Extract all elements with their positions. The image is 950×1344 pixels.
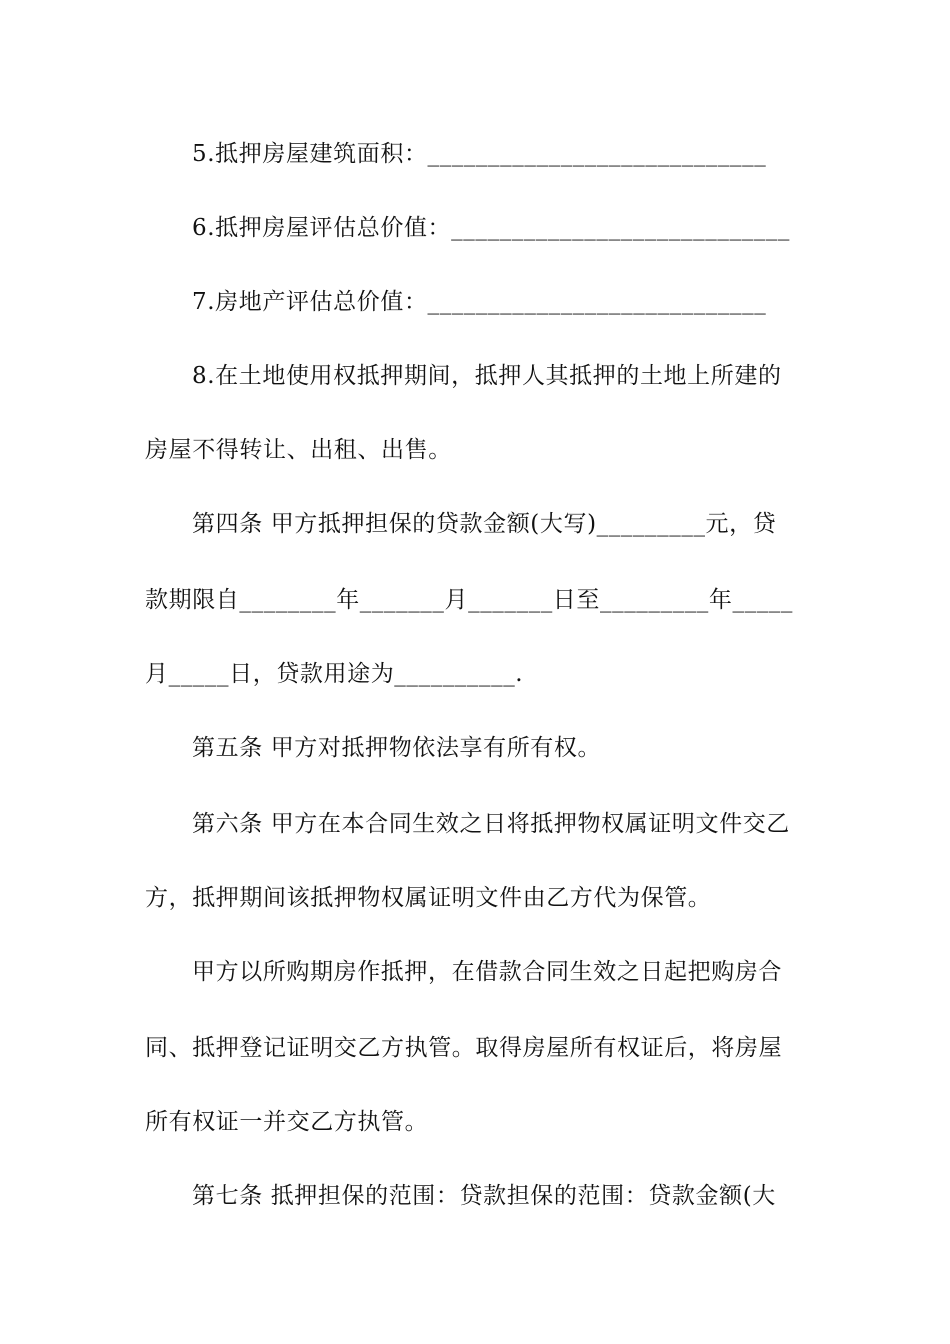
article-6-paragraph-2-line-3: 所有权证一并交乙方执管。 (145, 1109, 429, 1135)
article-6-paragraph-2-line-1: 甲方以所购期房作抵押，在借款合同生效之日起把购房合 (192, 959, 782, 985)
article-4-line-3: 月_____日，贷款用途为__________. (145, 661, 524, 687)
item-6-house-appraisal-value: 6.抵押房屋评估总价值：____________________________ (192, 215, 790, 241)
article-7-line-1: 第七条 抵押担保的范围：贷款担保的范围：贷款金额(大 (192, 1183, 776, 1209)
article-6-paragraph-2-line-2: 同、抵押登记证明交乙方执管。取得房屋所有权证后，将房屋 (145, 1035, 783, 1061)
article-4-line-2: 款期限自________年_______月_______日至_________年_____ (145, 587, 793, 613)
item-5-building-area: 5.抵押房屋建筑面积：____________________________ (192, 141, 767, 167)
article-6-line-2: 方，抵押期间该抵押物权属证明文件由乙方代为保管。 (145, 885, 712, 911)
article-6-line-1: 第六条 甲方在本合同生效之日将抵押物权属证明文件交乙 (192, 811, 790, 837)
item-8-paragraph-line-2: 房屋不得转让、出租、出售。 (145, 437, 452, 463)
article-5-line-1: 第五条 甲方对抵押物依法享有所有权。 (192, 735, 602, 761)
item-8-paragraph-line-1: 8.在土地使用权抵押期间，抵押人其抵押的土地上所建的 (192, 363, 782, 389)
article-4-line-1: 第四条 甲方抵押担保的贷款金额(大写)_________元，贷 (192, 511, 777, 537)
item-7-real-estate-appraisal-value: 7.房地产评估总价值：____________________________ (192, 289, 767, 315)
